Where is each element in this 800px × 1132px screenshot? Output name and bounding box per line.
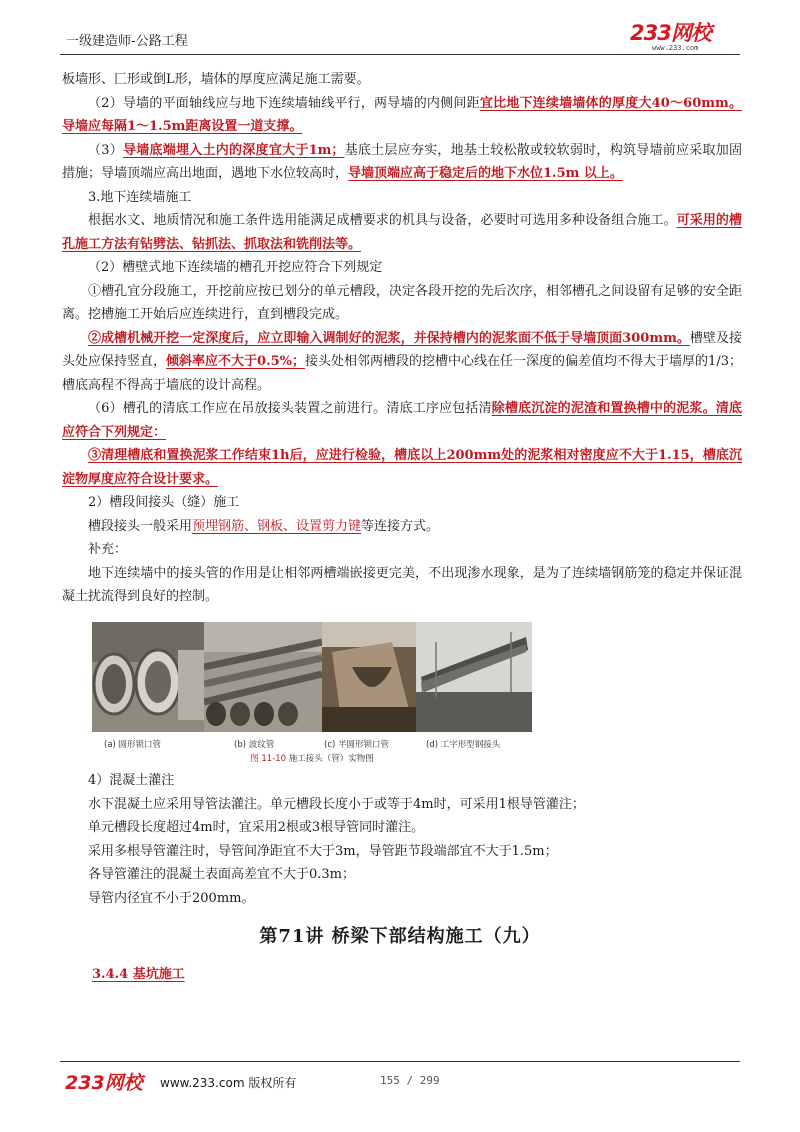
text: （6）槽孔的清底工作应在吊放接头装置之前进行。清底工序应包括清 xyxy=(88,401,492,416)
header-divider xyxy=(60,54,740,55)
construction-joint-figure xyxy=(92,622,532,764)
caption-b: (b) 波纹管 xyxy=(234,740,275,750)
paragraph xyxy=(62,209,742,256)
paragraph xyxy=(62,92,742,139)
subheading: 3.地下连续墙施工 xyxy=(88,189,192,205)
highlight-text: 倾斜率应不大于0.5%； xyxy=(166,354,305,369)
text: 槽段接头一般采用 xyxy=(88,518,193,534)
figure-captions xyxy=(92,738,532,750)
text: 接头处相邻两槽段的挖槽中心线在任一深度的偏差值均不得大于墙厚的1/3；槽底高程不得高于墙底的设计高程。 xyxy=(62,354,742,393)
header-title: 一级建造师-公路工程 xyxy=(66,34,188,49)
paragraph xyxy=(62,327,742,398)
caption-d: (d) 工字形型钢接头 xyxy=(426,740,501,750)
logo-text: 233网校 xyxy=(630,21,711,45)
highlight-text: ②成槽机械开挖一定深度后，应立即输入调制好的泥浆，并保持槽内的泥浆面不低于导墙顶面300mm。 xyxy=(88,330,690,346)
footer-site: www.233.com 版权所有 xyxy=(160,1076,297,1090)
highlight-text: 导墙顶端应高于稳定后的地下水位1.5m 以上。 xyxy=(348,166,623,181)
text: （3） xyxy=(88,142,124,158)
text: 基底土层应夯实，地基土较松散或较软弱时，构筑导墙前应采取加固措施；导墙顶端应高出地面，遇地下水位较高时， xyxy=(62,142,742,181)
paragraph: （2）槽壁式地下连续墙的槽孔开挖应符合下列规定 xyxy=(88,260,383,275)
figure-title-text: 施工接头（管）实物图 xyxy=(288,754,374,764)
paragraph xyxy=(62,139,742,186)
highlight-text: 预埋钢筋、钢板、设置剪力键 xyxy=(192,518,362,534)
figure-title xyxy=(92,752,532,764)
paragraph: 水下混凝土应采用导管法灌注。单元槽段长度小于或等于4m时，可采用1根导管灌注； xyxy=(88,796,585,812)
paragraph: 单元槽段长度超过4m时，宜采用2根或3根导管同时灌注。 xyxy=(88,820,425,835)
highlight-text: 导墙底端埋入土内的深度宜大于1m； xyxy=(123,142,345,158)
caption-a: (a) 圆形锁口管 xyxy=(104,740,162,750)
text: 槽壁及接头处应保持竖直， xyxy=(62,330,742,369)
paragraph: 补充： xyxy=(88,542,128,557)
brand-logo xyxy=(630,22,740,52)
text: 等连接方式。 xyxy=(361,518,440,534)
photo-round-locking-pipe xyxy=(92,622,204,732)
caption-c: (c) 半圆形锁口管 xyxy=(324,740,390,750)
highlight-paragraph: ③清理槽底和置换泥浆工作结束1h后，应进行检验，槽底以上200mm处的泥浆相对密度应不大于1.15，槽底沉淀物厚度应符合设计要求。 xyxy=(62,448,742,487)
lecture-title: 第71讲 桥梁下部结构施工（九） xyxy=(259,926,541,947)
paragraph: 板墙形、匚形或倒L形，墙体的厚度应满足施工需要。 xyxy=(62,72,370,87)
highlight-text: 除槽底沉淀的泥渣和置换槽中的泥浆。清底应符合下列规定： xyxy=(62,401,742,440)
text: 根据水文、地质情况和施工条件选用能满足成槽要求的机具与设备，必要时可选用多种设备组合施工。 xyxy=(88,213,677,228)
subheading: 4）混凝土灌注 xyxy=(88,773,175,788)
logo-url: www.233.com xyxy=(652,44,699,52)
highlight-text: 可采用的槽孔施工方法有钻劈法、钻抓法、抓取法和铣削法等。 xyxy=(62,213,742,252)
page-number: 155 / 299 xyxy=(380,1074,440,1087)
paragraph: 各导管灌注的混凝土表面高差宜不大于0.3m； xyxy=(88,867,356,882)
main-content xyxy=(62,68,742,609)
paragraph: 地下连续墙中的接头管的作用是让相邻两槽端嵌接更完美，不出现渗水现象，是为了连续墙钢筋笼的稳定并保证混凝土扰流得到良好的控制。 xyxy=(62,565,742,604)
figure-photos xyxy=(92,622,532,732)
photo-i-shaped-steel-joint xyxy=(416,622,532,732)
footer-divider xyxy=(60,1061,740,1062)
text: （2）导墙的平面轴线应与地下连续墙轴线平行，两导墙的内侧间距 xyxy=(88,95,480,111)
photo-half-round-pipe xyxy=(322,622,416,732)
paragraph: 采用多根导管灌注时，导管间净距宜不大于3m，导管距节段端部宜不大于1.5m； xyxy=(88,843,558,859)
paragraph xyxy=(62,397,742,444)
concrete-pouring-section xyxy=(62,769,742,910)
figure-number: 图 11-10 xyxy=(250,754,287,764)
paragraph: 2）槽段间接头（缝）施工 xyxy=(88,495,240,510)
footer-logo: 233网校 xyxy=(65,1072,143,1094)
photo-corrugated-pipe xyxy=(204,622,322,732)
paragraph xyxy=(62,515,742,539)
highlight-text: 宜比地下连续墙墙体的厚度大40～60mm。导墙应每隔1～1.5m距离设置一道支撑。 xyxy=(62,95,742,134)
paragraph: ①槽孔宜分段施工，开挖前应按已划分的单元槽段，决定各段开挖的先后次序，相邻槽孔之间设留有足够的安全距离。挖槽施工开始后应连续进行，直到槽段完成。 xyxy=(62,283,742,322)
section-heading: 3.4.4 基坑施工 xyxy=(92,967,185,982)
paragraph: 导管内径宜不小于200mm。 xyxy=(88,890,255,906)
